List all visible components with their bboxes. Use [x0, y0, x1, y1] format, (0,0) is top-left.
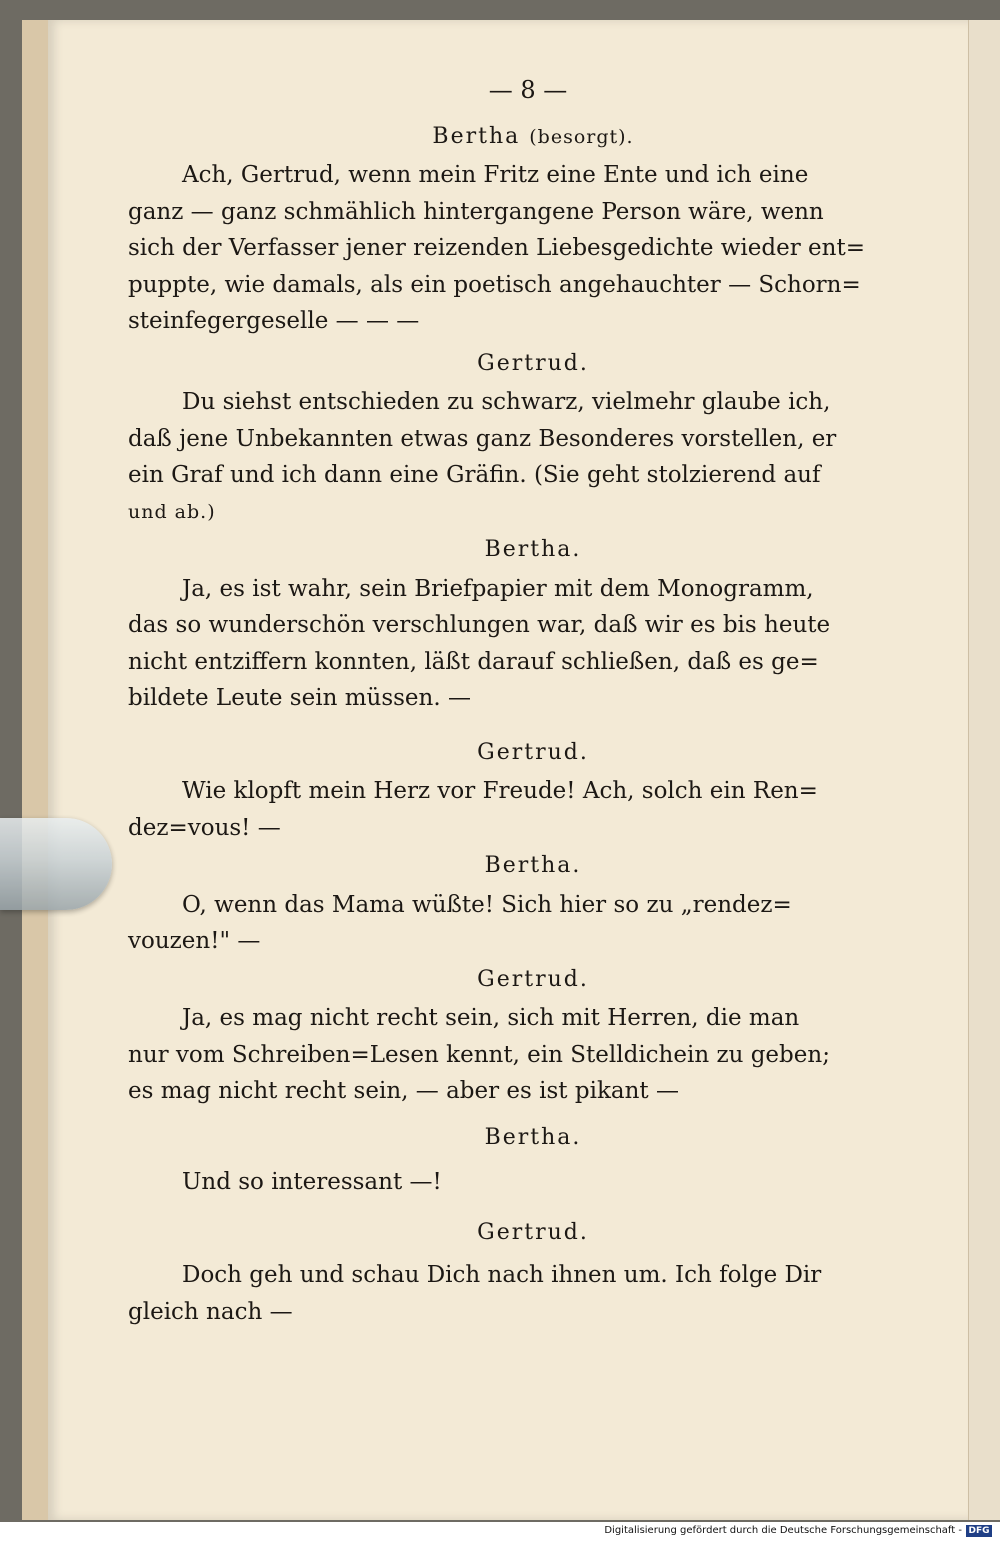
dfg-logo: DFG	[966, 1525, 992, 1537]
page-text	[128, 72, 908, 1330]
speaker-heading	[128, 1120, 908, 1157]
speech-line: Du siehst entschieden zu schwarz, vielmehr glaube ich,	[182, 389, 831, 415]
speech-block	[128, 157, 908, 340]
footer-bar	[0, 1522, 1000, 1541]
speech-block	[128, 571, 908, 717]
speech-line: nur vom Schreiben=Lesen kennt, ein Stelldichein zu geben;	[128, 1041, 830, 1068]
speaker-heading	[128, 962, 908, 999]
speaker-name: Gertrud.	[477, 1219, 589, 1245]
speaker-heading	[128, 532, 908, 569]
speech-line: Wie klopft mein Herz vor Freude! Ach, solch ein Ren=	[182, 778, 818, 804]
speech-line: ganz — ganz schmählich hintergangene Person wäre, wenn	[128, 198, 824, 225]
speaker-name: Bertha.	[484, 853, 582, 878]
speech-line: es mag nicht recht sein, — aber es ist pikant —	[128, 1078, 679, 1104]
speaker-heading	[128, 735, 908, 772]
speaker-name: Gertrud.	[477, 739, 589, 765]
page-right-edge	[968, 20, 1000, 1520]
speech-line: bildete Leute sein müssen. —	[128, 685, 471, 711]
speaker-name: Bertha.	[484, 1124, 582, 1150]
speech-line: daß jene Unbekannten etwas ganz Besonderes vorstellen, er	[128, 425, 837, 452]
speech-block	[128, 384, 908, 530]
speech-line: gleich nach —	[128, 1298, 293, 1325]
page-clip	[0, 818, 112, 910]
speech-block	[128, 1000, 908, 1110]
speech-line: vouzen!" —	[128, 928, 261, 954]
speech-line: Und so interessant —!	[182, 1169, 442, 1195]
speech-block	[128, 1257, 908, 1330]
speaker-heading	[128, 346, 908, 383]
speech-line: das so wunderschön verschlungen war, daß wir es bis heute	[128, 612, 831, 638]
speaker-name: Bertha.	[484, 537, 582, 562]
speaker-heading	[128, 1215, 908, 1252]
speech-line: ein Graf und ich dann eine Gräfin. (Sie geht stolzierend auf	[128, 462, 821, 488]
speech-block	[128, 773, 908, 846]
speaker-heading	[128, 848, 908, 885]
speech-line: Doch geh und schau Dich nach ihnen um. Ich folge Dir	[182, 1262, 822, 1288]
stage-direction: und ab.)	[128, 500, 216, 523]
speech-line: Ja, es ist wahr, sein Briefpapier mit dem Monogramm,	[182, 575, 814, 602]
speech-line: Ja, es mag nicht recht sein, sich mit Herren, die man	[182, 1005, 800, 1031]
speech-block	[128, 1164, 908, 1201]
speech-line: steinfegergeselle — — —	[128, 308, 420, 334]
speech-line: nicht entziffern konnten, läßt darauf schließen, daß es ge=	[128, 648, 819, 675]
speech-block	[128, 887, 908, 960]
speaker-name: Gertrud.	[477, 966, 589, 992]
speech-line: sich der Verfasser jener reizenden Liebesgedichte wieder ent=	[128, 235, 865, 261]
stage-direction: (besorgt).	[529, 125, 634, 148]
page-number: — 8 —	[488, 76, 568, 104]
speech-line: O, wenn das Mama wüßte! Sich hier so zu „rendez=	[182, 891, 792, 918]
footer-credit: Digitalisierung gefördert durch die Deutsche Forschungsgemeinschaft -	[604, 1525, 962, 1536]
speech-line: Ach, Gertrud, wenn mein Fritz eine Ente und ich eine	[182, 162, 809, 188]
speech-line: puppte, wie damals, als ein poetisch angehauchter — Schorn=	[128, 271, 861, 298]
speaker-name: Bertha	[432, 123, 521, 149]
speaker-name: Gertrud.	[477, 350, 589, 376]
speech-line: dez=vous! —	[128, 814, 281, 841]
speaker-heading	[128, 119, 908, 156]
